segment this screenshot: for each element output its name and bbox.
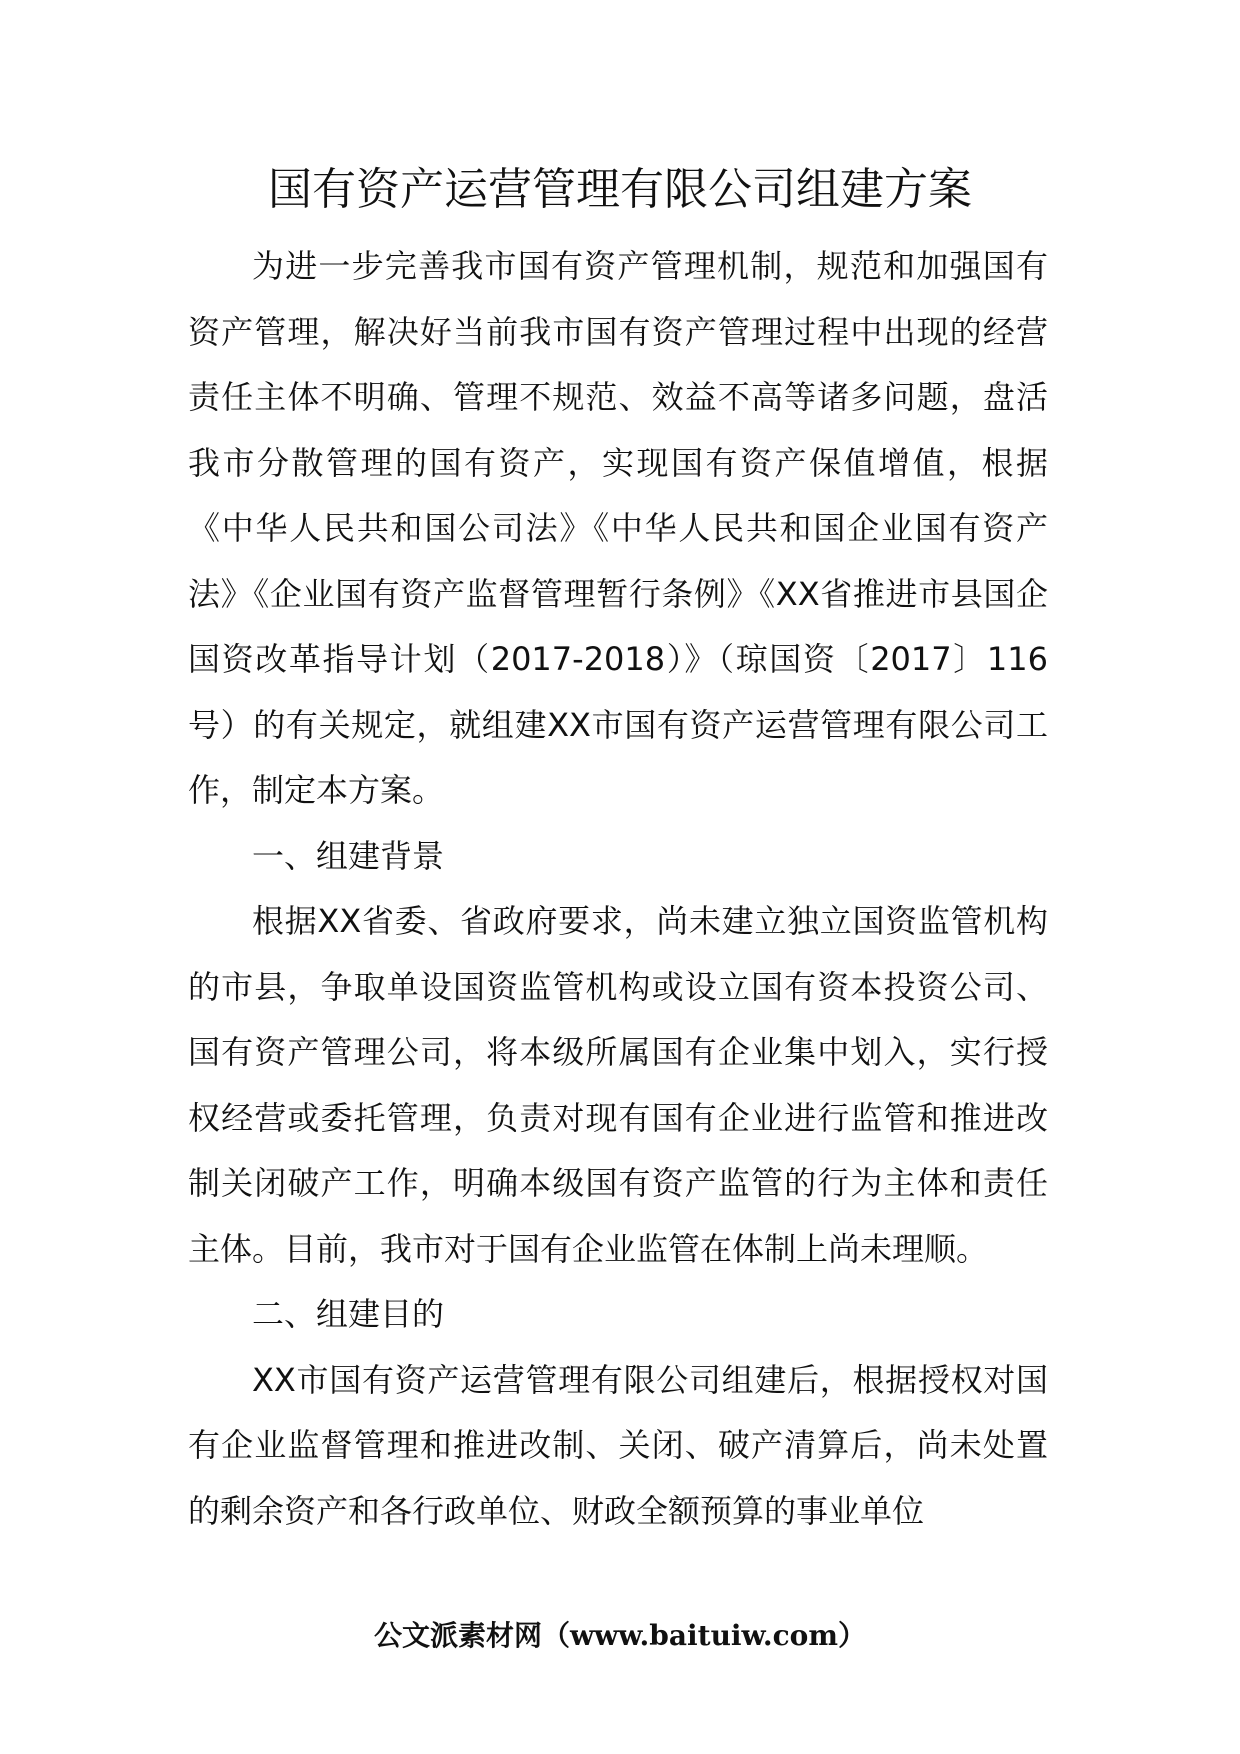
section-heading-purpose: 二、组建目的	[252, 1295, 445, 1333]
document-body	[188, 234, 1048, 1544]
document-title: 国有资产运营管理有限公司组建方案	[268, 164, 972, 215]
section-heading-background: 一、组建背景	[252, 836, 445, 875]
footer-watermark: 公文派素材网（www.baituiw.com）	[374, 1619, 866, 1652]
purpose-paragraph: XX市国有资产运营管理有限公司组建后，根据授权对国有企业监督管理和推进改制、关闭、破产清算后，尚未处置的剩余资产和各行政单位、财政全额预算的事业单位	[188, 1360, 1048, 1530]
background-paragraph: 根据XX省委、省政府要求，尚未建立独立国资监管机构的市县，争取单设国资监管机构或设立国有资本投资公司、国有资产管理公司，将本级所属国有企业集中划入，实行授权经营或委托管理，负责对现有国有企业进行监管和推进改制关闭破产工作，明确本级国有资产监管的行为主体和责任主体。目前，我市对于国有企业监管在体制上尚未理顺。	[188, 902, 1048, 1268]
intro-paragraph: 为进一步完善我市国有资产管理机制，规范和加强国有资产管理，解决好当前我市国有资产管理过程中出现的经营责任主体不明确、管理不规范、效益不高等诸多问题，盘活我市分散管理的国有资产，实现国有资产保值增值，根据《中华人民共和国公司法》《中华人民共和国企业国有资产法》《企业国有资产监督管理暂行条例》《XX省推进市县国企国资改革指导计划（2017-2018）》（琼国资〔2017〕116号）的有关规定，就组建XX市国有资产运营管理有限公司工作，制定本方案。	[188, 247, 1048, 809]
